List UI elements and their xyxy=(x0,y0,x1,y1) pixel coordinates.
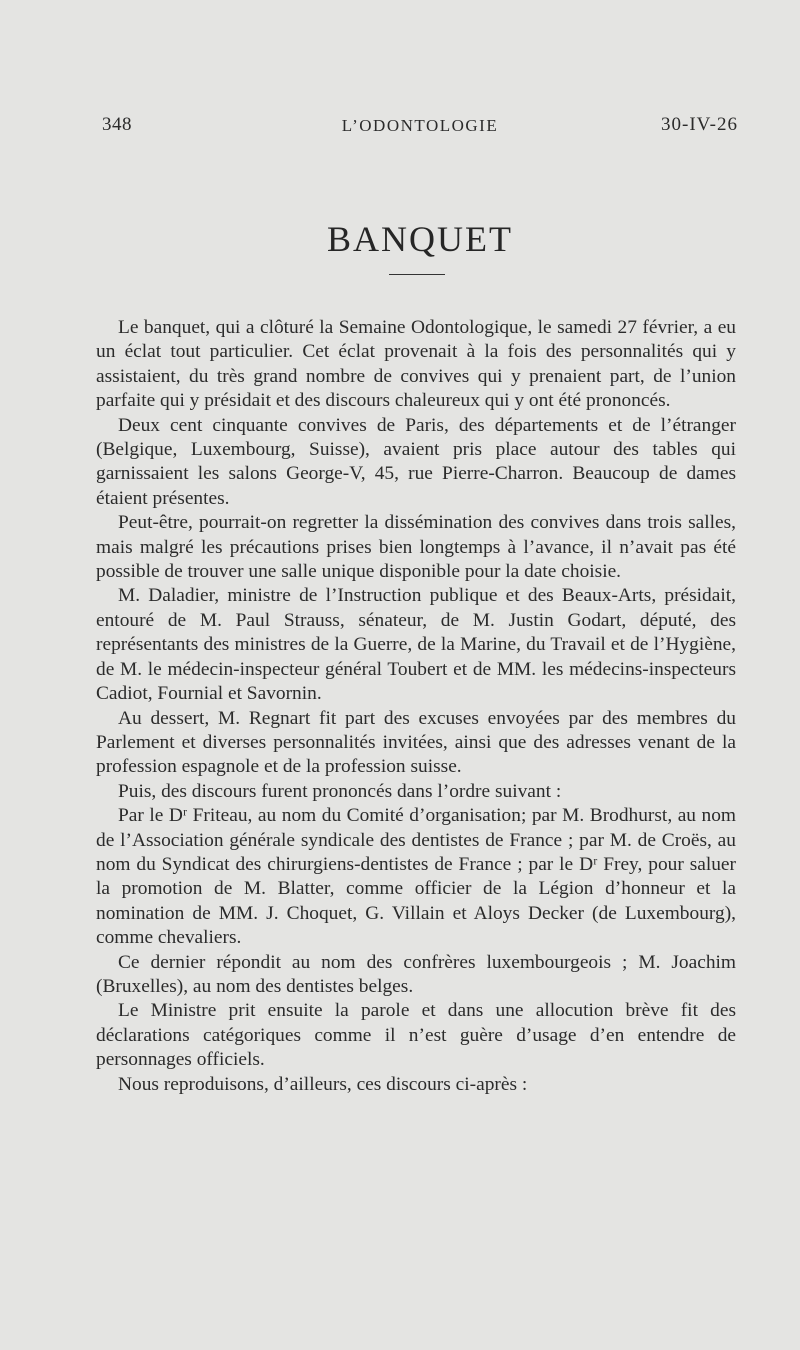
article-body xyxy=(96,316,736,1097)
paragraph: Par le Dʳ Friteau, au nom du Comité d’organisation; par M. Brodhurst, au nom de l’Association générale syndicale des dentistes de France ; par M. de Croës, au nom du Syndicat des chirurgiens-dentistes de France ; par le Dʳ Frey, pour saluer la promotion de M. Blatter, comme officier de la Légion d’honneur et la nomination de MM. J. Choquet, G. Villain et Aloys Decker (de Luxembourg), comme chevaliers. xyxy=(96,805,736,949)
paragraph: Le Ministre prit ensuite la parole et dans une allocution brève fit des déclarations catégoriques comme il n’est guère d’usage d’en entendre de personnages officiels. xyxy=(96,1000,736,1071)
paragraph: Puis, des discours furent prononcés dans l’ordre suivant : xyxy=(118,780,562,802)
paragraph: Nous reproduisons, d’ailleurs, ces discours ci-après : xyxy=(118,1073,528,1095)
paragraph: Ce dernier répondit au nom des confrères luxembourgeois ; M. Joachim (Bruxelles), au nom des dentistes belges. xyxy=(96,951,736,997)
paragraph: M. Daladier, ministre de l’Instruction publique et des Beaux-Arts, présidait, entouré de M. Paul Strauss, sénateur, de M. Justin Godart, député, des représentants des ministres de la Guerre, de la Marine, du Travail et de l’Hygiène, de M. le médecin-inspecteur général Toubert et de MM. les médecins-inspecteurs Cadiot, Fournial et Savornin. xyxy=(96,585,736,705)
issue-date: 30-IV-26 xyxy=(661,114,738,135)
article-title: BANQUET xyxy=(327,219,513,259)
paragraph: Deux cent cinquante convives de Paris, des départements et de l’étranger (Belgique, Luxembourg, Suisse), avaient pris place autour des tables qui garnissaient les salons George-V, 45, rue Pierre-Charron. Beaucoup de dames étaient présentes. xyxy=(96,414,736,509)
paragraph: Le banquet, qui a clôturé la Semaine Odontologique, le samedi 27 février, a eu un éclat tout particulier. Cet éclat provenait à la fois des personnalités qui y assistaient, du très grand nombre de convives qui y prenaient part, de l’union parfaite qui y présidait et des discours chaleureux qui y ont été prononcés. xyxy=(96,317,736,412)
title-rule xyxy=(389,274,445,275)
paragraph: Au dessert, M. Regnart fit part des excuses envoyées par des membres du Parlement et diverses personnalités invitées, ainsi que des adresses venant de la profession espagnole et de la profession suisse. xyxy=(96,707,736,778)
running-head xyxy=(102,114,738,144)
page-number: 348 xyxy=(102,114,132,135)
journal-title: L’ODONTOLOGIE xyxy=(341,116,499,135)
paragraph: Peut-être, pourrait-on regretter la dissémination des convives dans trois salles, mais malgré les précautions prises bien longtemps à l’avance, il n’avait pas été possible de trouver une salle unique disponible pour la date choisie. xyxy=(96,512,736,583)
